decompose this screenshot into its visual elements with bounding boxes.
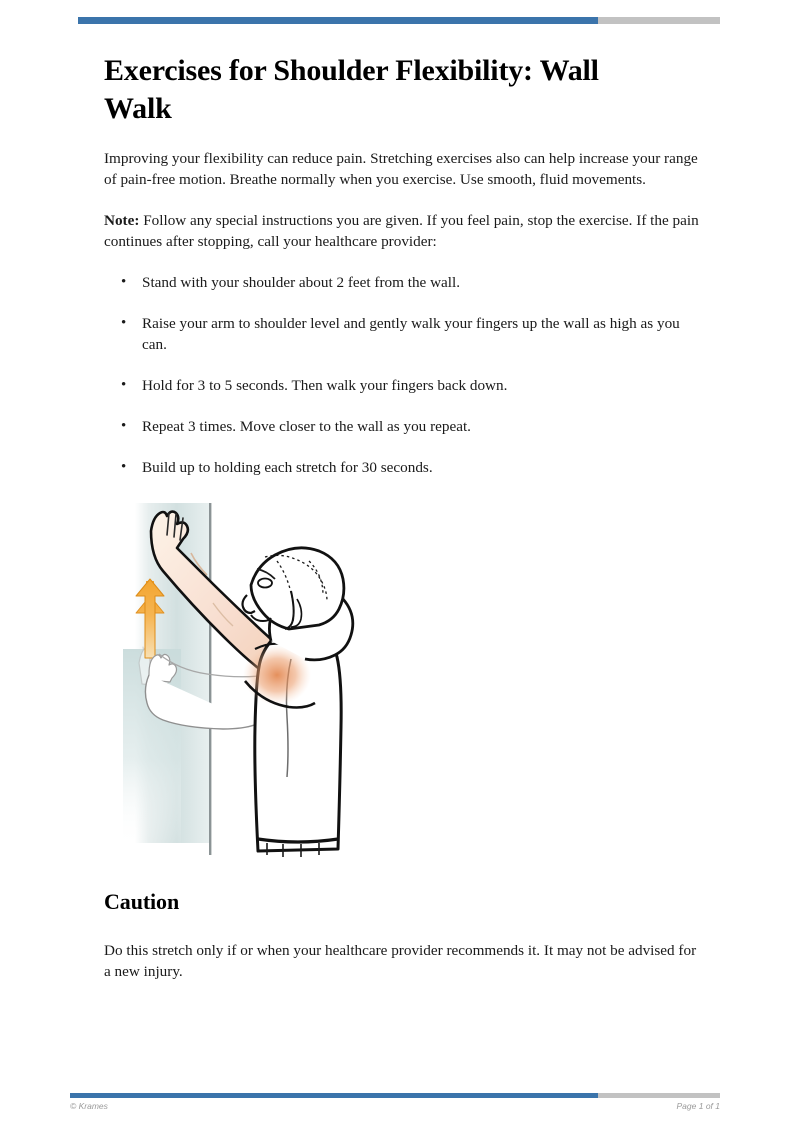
note-label: Note: — [104, 211, 140, 229]
list-item: • Stand with your shoulder about 2 feet from the wall. — [142, 273, 698, 294]
copyright-label: © Krames — [70, 1101, 108, 1111]
exercise-steps-list — [104, 273, 700, 479]
list-item: • Build up to holding each stretch for 30 seconds. — [142, 458, 698, 479]
caution-heading: Caution — [104, 888, 180, 914]
list-item: • Repeat 3 times. Move closer to the wall as you repeat. — [142, 417, 698, 438]
footer — [70, 1101, 720, 1111]
list-item: • Raise your arm to shoulder level and gently walk your fingers up the wall as high as you can. — [142, 314, 698, 356]
list-item: • Hold for 3 to 5 seconds. Then walk your fingers back down. — [142, 376, 698, 397]
footer-rule-gray-segment — [598, 1093, 720, 1098]
note-body: Follow any special instructions you are given. If you feel pain, stop the exercise. If the pain continues after stopping, call your healthcare provider: — [104, 211, 699, 250]
header-rule-gray-segment — [598, 17, 720, 24]
page-number-label: Page 1 of 1 — [676, 1101, 720, 1111]
wall-walk-exercise-illustration — [105, 499, 365, 867]
header-rule-blue-segment — [78, 17, 598, 24]
footer-rule-blue-segment — [70, 1093, 598, 1098]
note-paragraph — [104, 211, 700, 253]
footer-divider-rule — [70, 1093, 720, 1098]
header-divider-rule — [78, 17, 720, 24]
caution-paragraph: Do this stretch only if or when your healthcare provider recommends it. It may not be advised for a new injury. — [104, 941, 697, 980]
page-title: Exercises for Shoulder Flexibility: Wall Walk — [104, 54, 599, 125]
document-body — [104, 52, 700, 1003]
intro-paragraph: Improving your flexibility can reduce pain. Stretching exercises also can help increase your range of pain-free motion. Breathe normally when you exercise. Use smooth, fluid movements. — [104, 150, 698, 188]
